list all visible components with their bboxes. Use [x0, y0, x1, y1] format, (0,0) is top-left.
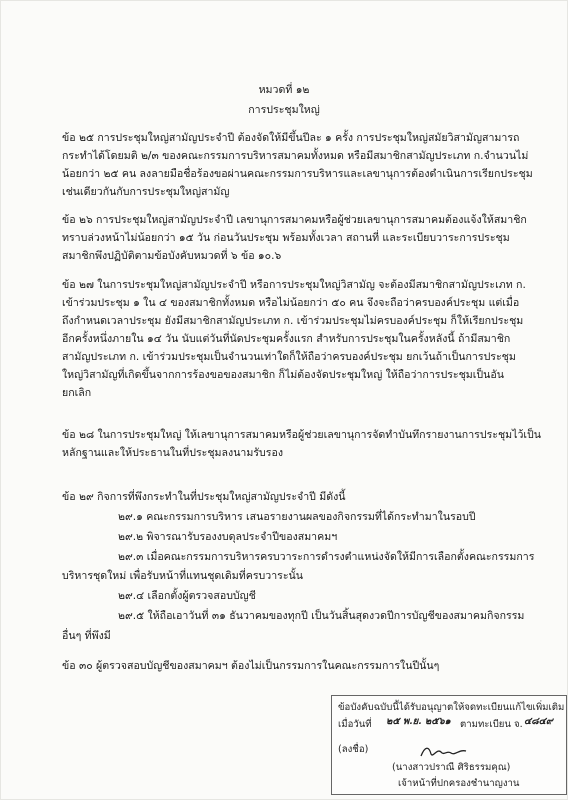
stamp-approval-text: ข้อบังคับฉบับนี้ได้รับอนุญาตให้จดทะเบียนแก้ไขเพิ่มเติม — [338, 702, 565, 713]
clause-29-item-continuation: อื่นๆ ที่พึงมี — [62, 630, 111, 642]
clause-29-item: ๒๙.๒ พิจารณารับรองงบดุลประจำปีของสมาคมฯ — [118, 531, 338, 543]
clause-28-line: ข้อ ๒๘ ในการประชุมใหญ่ ให้เลขานุการสมาคมหรือผู้ช่วยเลขานุการจัดทำบันทึกรายงานการประชุมไว้เป็น — [62, 429, 541, 441]
clause-25-line: กระทำได้โดยมติ ๒/๓ ของคณะกรรมการบริหารสมาคมทั้งหมด หรือมีสมาชิกสามัญประเภท ก.จำนวนไม่ — [62, 150, 529, 162]
clause-29-item: ๒๙.๑ คณะกรรมการบริหาร เสนอรายงานผลของกิจกรรมที่ได้กระทำมาในรอบปี — [118, 511, 476, 523]
clause-26-line: ทราบล่วงหน้าไม่น้อยกว่า ๑๕ วัน ก่อนวันประชุม พร้อมทั้งเวลา สถานที่ และระเบียบวาระการประชุม — [62, 232, 510, 244]
stamp-registry-number: ๔๘๔๙ — [524, 716, 553, 727]
clause-25-line: ข้อ ๒๕ การประชุมใหญ่สามัญประจำปี ต้องจัดให้มีขึ้นปีละ ๑ ครั้ง การประชุมใหญ่สมัยวิสามัญสามารถ — [62, 132, 520, 144]
stamp-registry-label: ตามทะเบียน จ. — [460, 719, 523, 730]
clause-30: ข้อ ๓๐ ผู้ตรวจสอบบัญชีของสมาคมฯ ต้องไม่เป็นกรรมการในคณะกรรมการในปีนั้นๆ — [62, 660, 440, 672]
stamp-officer-name: (นางสาวปราณี ศิริธรรมคุณ) — [392, 762, 511, 773]
stamp-officer-position: เจ้าหน้าที่ปกครองชำนาญงาน — [398, 778, 520, 789]
stamp-date-label: เมื่อวันที่ — [338, 719, 372, 730]
clause-27-line: ข้อ ๒๗ ในการประชุมใหญ่สามัญประจำปี หรือการประชุมใหญ่วิสามัญ จะต้องมีสมาชิกสามัญประเภท ก. — [62, 279, 526, 291]
stamp-sign-label: (ลงชื่อ) — [338, 744, 369, 755]
clause-29-item: ๒๙.๓ เมื่อคณะกรรมการบริหารครบวาระการดำรงตำแหน่งจัดให้มีการเลือกตั้งคณะกรรมการ — [118, 551, 535, 563]
clause-27-line: สามัญประเภท ก. เข้าร่วมประชุมเป็นจำนวนเท่าใดก็ให้ถือว่าครบองค์ประชุม ยกเว้นถ้าเป็นการประชุม — [62, 351, 516, 363]
signature-icon — [419, 744, 469, 760]
section-subtitle: การประชุมใหญ่ — [248, 104, 320, 116]
clause-29-item-continuation: บริหารชุดใหม่ เพื่อรับหน้าที่แทนชุดเดิมที่ครบวาระนั้น — [62, 570, 304, 582]
clause-27-line: เข้าร่วมประชุม ๑ ใน ๔ ของสมาชิกทั้งหมด หรือไม่น้อยกว่า ๕๐ คน จึงจะถือว่าครบองค์ประชุม แต่เมื่อ — [62, 297, 520, 309]
stamp-date-value: ๒๕ พ.ย. ๒๕๖๑ — [386, 716, 451, 727]
clause-26-line: ข้อ ๒๖ การประชุมใหญ่สามัญประจำปี เลขานุการสมาคมหรือผู้ช่วยเลขานุการสมาคมต้องแจ้งให้สมาชิก — [62, 214, 527, 226]
clause-27-line: อีกครั้งหนึ่งภายใน ๑๔ วัน นับแต่วันที่นัดประชุมครั้งแรก สำหรับการประชุมในครั้งหลังนี้ ถ้ามีสมาชิก — [62, 333, 511, 345]
clause-29-item: ๒๙.๕ ให้ถือเอาวันที่ ๓๑ ธันวาคมของทุกปี เป็นวันสิ้นสุดงวดปีการบัญชีของสมาคมกิจกรรม — [118, 610, 525, 622]
clause-29-heading: ข้อ ๒๙ กิจการที่พึงกระทำในที่ประชุมใหญ่สามัญประจำปี มีดังนี้ — [62, 491, 346, 503]
section-title: หมวดที่ ๑๒ — [258, 84, 310, 96]
clause-28-line: หลักฐานและให้ประธานในที่ประชุมลงนามรับรอง — [62, 447, 284, 459]
clause-25-line: เช่นเดียวกันกับการประชุมใหญ่สามัญ — [62, 186, 230, 198]
clause-27-line: ถึงกำหนดเวลาประชุม ยังมีสมาชิกสามัญประเภท ก. เข้าร่วมประชุมไม่ครบองค์ประชุม ก็ให้เรียกประชุม — [62, 315, 524, 327]
clause-26-line: สมาชิกพึงปฏิบัติตามข้อบังคับหมวดที่ ๖ ข้อ ๑๐.๖ — [62, 250, 282, 262]
clause-27-line: ใหญ่วิสามัญที่เกิดขึ้นจากการร้องขอของสมาชิก ก็ไม่ต้องจัดประชุมใหญ่ ให้ถือว่าการประชุมเป็นอัน — [62, 369, 504, 381]
clause-29-item: ๒๙.๔ เลือกตั้งผู้ตรวจสอบบัญชี — [118, 590, 256, 602]
registration-stamp — [331, 695, 567, 795]
clause-25-line: น้อยกว่า ๒๕ คน ลงลายมือชื่อร้องขอผ่านคณะกรรมการบริหารและเลขานุการต้องดำเนินการเรียกประชุม — [62, 168, 533, 180]
clause-27-line: ยกเลิก — [62, 387, 92, 399]
